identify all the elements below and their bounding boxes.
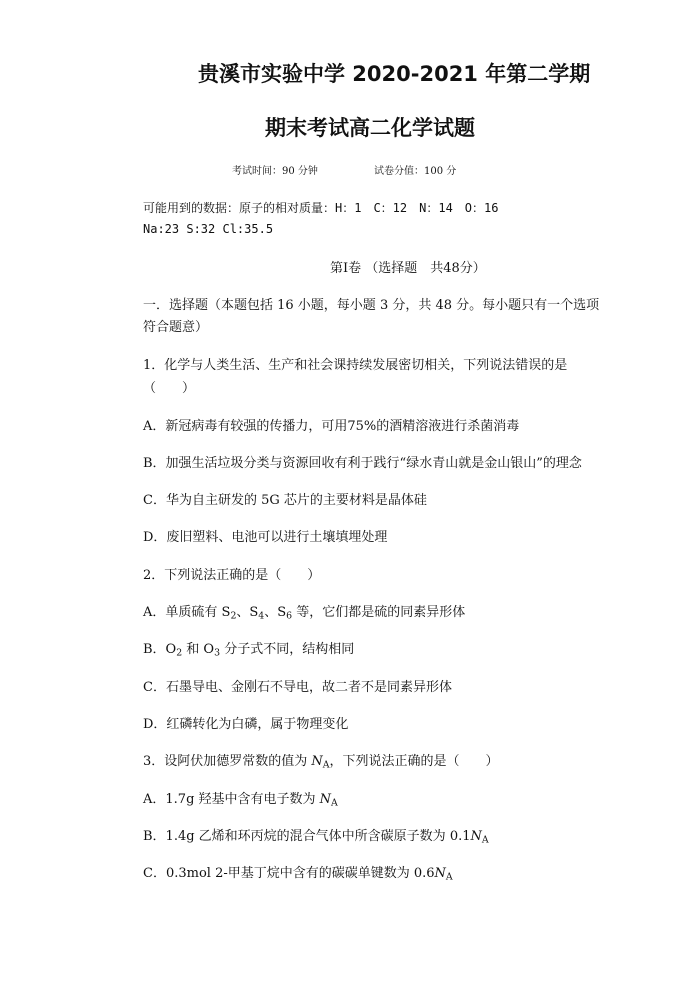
question-1-option-d: D．废旧塑料、电池可以进行土壤填埋处理 [143, 530, 388, 545]
question-2-option-d: D．红磷转化为白磷，属于物理变化 [143, 717, 349, 732]
atomic-masses-line2: Na:23 S:32 Cl:35.5 [143, 222, 274, 236]
question-1-option-b: B．加强生活垃圾分类与资源回收有利于践行“绿水青山就是金山银山”的理念 [143, 456, 582, 471]
question-1-stem-line1: 1．化学与人类生活、生产和社会课持续发展密切相关，下列说法错误的是 [143, 358, 568, 373]
section-instructions-line2: 符合题意） [143, 320, 209, 335]
question-1-option-c: C．华为自主研发的 5G 芯片的主要材料是晶体硅 [143, 493, 427, 508]
question-2-option-b: B．$O_2$ 和 $O_3$ 分子式不同，结构相同 [143, 642, 355, 659]
question-3-stem: 3．设阿伏加德罗常数的值为 $N_A$，下列说法正确的是（ ） [143, 754, 499, 771]
question-3-option-c: C．0.3mol 2-甲基丁烷中含有的碳碳单键数为 $0.6N_A$ [143, 866, 453, 883]
question-3-option-b: B．1.4g 乙烯和环丙烷的混合气体中所含碳原子数为 $0.1N_A$ [143, 829, 489, 846]
question-3-option-a: A．1.7g 羟基中含有电子数为 $N_A$ [143, 792, 338, 809]
exam-time: 考试时间：90 分钟 [232, 166, 318, 177]
question-2-option-c: C．石墨导电、金刚石不导电，故二者不是同素异形体 [143, 680, 452, 695]
section-title: 第Ⅰ卷 （选择题 共48分） [330, 261, 486, 276]
exam-title-line1: 贵溪市实验中学 2020-2021 年第二学期 [198, 62, 591, 86]
exam-title-line2: 期末考试高二化学试题 [265, 116, 475, 140]
atomic-masses-line1: 可能用到的数据：原子的相对质量：H：1 C：12 N：14 O：16 [143, 201, 499, 215]
question-2-stem: 2．下列说法正确的是（ ） [143, 568, 321, 583]
full-score: 试卷分值：100 分 [374, 166, 457, 177]
question-1-stem-line2: （ ） [143, 381, 196, 396]
question-2-option-a: A．单质硫有 $S_2$、$S_4$、$S_6$ 等，它们都是硫的同素异形体 [143, 605, 466, 622]
question-1-option-a: A．新冠病毒有较强的传播力，可用75%的酒精溶液进行杀菌消毒 [143, 419, 520, 434]
section-instructions-line1: 一．选择题（本题包括 16 小题，每小题 3 分，共 48 分。每小题只有一个选项 [143, 298, 600, 313]
